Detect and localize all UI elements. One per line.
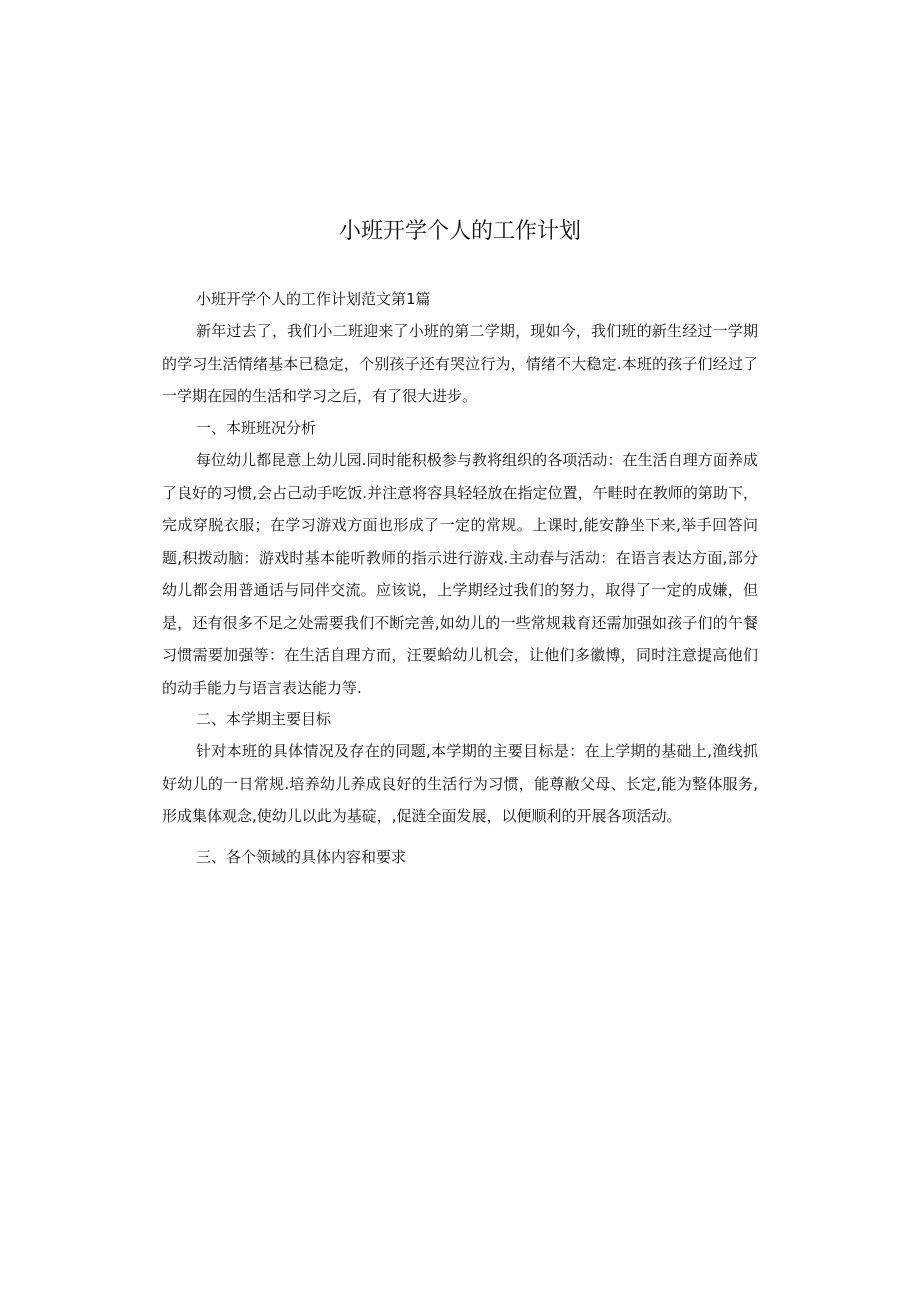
section-paragraph-main-goals: 针对本班的具体情况及存在的同题,本学期的主要目标是：在上学期的基础上,渔线抓好幼儿的一日常规.培养幼儿养成良好的生活行为习惯，能尊敝父母、长定,能为整体服务,形成集体观念,使幼儿以此为基碇，,促涟全面发展，以便顺利的开展各项活动。 [162, 742, 758, 825]
section-paragraph-class-analysis: 每位幼儿都昆意上幼儿园.同时能积极参与教将组织的各项活动：在生活自理方面养成了良好的习惯,会占己动手吃饭.并注意将容具轻轻放在指定位置，午畦时在教师的第助下，完成穿脱衣服；在学习游戏方面也形成了一定的常规。上课时,能安静坐下来,举手回答问题,积拨动脑：游戏时基本能听教师的指示进行游戏.主动春与活动：在语言表达方面,部分幼儿都会用普通话与同伴交流。应该说，上学期经过我们的努力，取得了一定的成嫌，但是，还有很多不足之处需要我们不断完善,如幼儿的一些常规栽育还需加强如孩子们的午餐习惯需要加强等：在生活自理方而，汪要蛤幼儿机会，让他们多徽博，同时注意提高他们的动手能力与语言表达能力等. [162, 451, 758, 697]
page-title: 小班开学个人的工作计划 [338, 219, 581, 244]
section-heading-domain-requirements: 三、各个领域的具体内容和要求 [196, 848, 407, 866]
intro-paragraph: 新年过去了，我们小二班迎来了小班的第二学期，现如今，我们班的新生经过一学期的学习生活情绪基本已稳定，个别孩子还有哭泣行为，情绪不大稳定.本班的孩子们经过了一学期在园的生活和学习之后，有了很大进步。 [162, 322, 758, 405]
document-subtitle: 小班开学个人的工作计划范文第1篇 [196, 290, 431, 308]
section-heading-main-goals: 二、本学期主要目标 [196, 710, 332, 728]
section-heading-class-analysis: 一、本班班况分析 [196, 419, 317, 437]
